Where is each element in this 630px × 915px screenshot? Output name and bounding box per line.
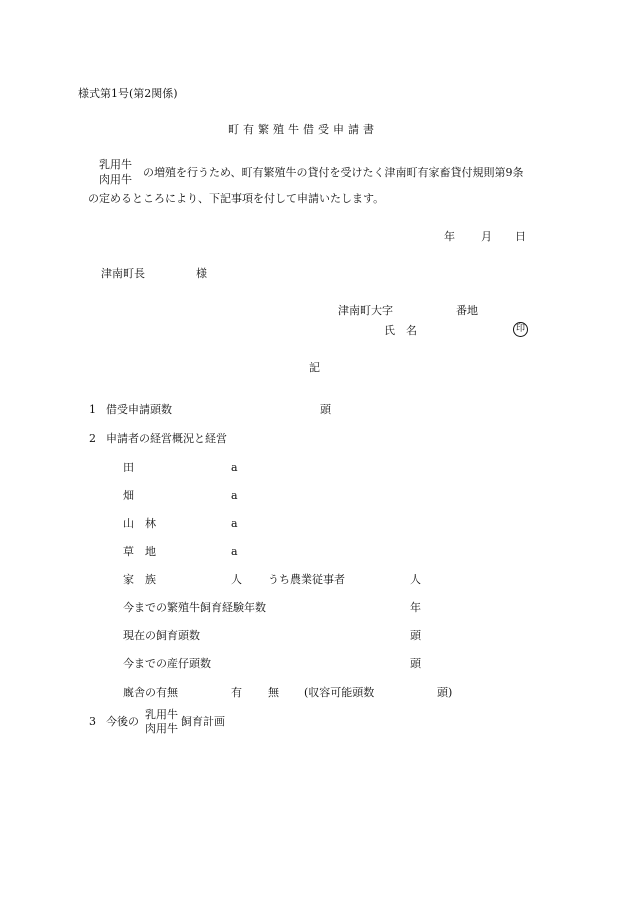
item-3-suffix: 飼育計画: [181, 715, 225, 728]
ki-heading: 記: [309, 361, 320, 374]
applicant-name-label: 氏 名: [384, 324, 417, 337]
current-head-unit: 頭: [410, 629, 421, 642]
current-head-label: 現在の飼育頭数: [123, 629, 200, 642]
family-label: 家 族: [123, 573, 156, 586]
cattle-option-dairy: 乳用牛: [99, 158, 132, 171]
applicant-lot-label: 番地: [456, 304, 478, 317]
item-3-option-dairy: 乳用牛: [145, 708, 178, 721]
date-day: 日: [515, 230, 526, 243]
item-1-unit: 頭: [320, 403, 331, 416]
land-forest-label: 山 林: [123, 517, 156, 530]
land-grassland-label: 草 地: [123, 545, 156, 558]
barn-label: 廐舎の有無: [123, 686, 178, 699]
farm-workers-unit: 人: [410, 573, 421, 586]
births-label: 今までの産仔頭数: [123, 657, 211, 670]
item-3-option-beef: 肉用牛: [145, 722, 178, 735]
barn-no: 無: [268, 686, 279, 699]
item-1-label: 借受申請頭数: [106, 403, 172, 416]
addressee-name: 津南町長: [101, 267, 145, 280]
barn-yes: 有: [231, 686, 242, 699]
form-number: 様式第1号(第2関係): [78, 87, 178, 100]
farm-workers-label: うち農業従事者: [268, 573, 345, 586]
births-unit: 頭: [410, 657, 421, 670]
family-unit: 人: [231, 573, 242, 586]
item-3-number: 3: [89, 715, 96, 728]
land-field-label: 畑: [123, 489, 134, 502]
land-grassland-unit: a: [231, 545, 238, 558]
intro-line-2: の定めるところにより、下記事項を付して申請いたします。: [88, 192, 385, 205]
land-field-unit: a: [231, 489, 238, 502]
intro-line-1: の増殖を行うため、町有繁殖牛の貸付を受けたく津南町有家畜貸付規則第9条: [143, 166, 524, 179]
applicant-address-label: 津南町大字: [338, 304, 393, 317]
barn-capacity-open: (収容可能頭数: [304, 686, 375, 699]
land-paddy-label: 田: [123, 461, 134, 474]
date-year: 年: [444, 230, 455, 243]
barn-capacity-close: 頭): [437, 686, 453, 699]
item-2-number: 2: [89, 432, 96, 445]
date-month: 月: [481, 230, 492, 243]
land-paddy-unit: a: [231, 461, 238, 474]
cattle-option-beef: 肉用牛: [99, 173, 132, 186]
item-2-label: 申請者の経営概況と経営: [106, 432, 227, 445]
experience-label: 今までの繁殖牛飼育経験年数: [123, 601, 266, 614]
land-forest-unit: a: [231, 517, 238, 530]
item-1-number: 1: [89, 403, 96, 416]
item-3-prefix: 今後の: [106, 715, 139, 728]
seal-mark: 印: [513, 322, 528, 337]
experience-unit: 年: [410, 601, 421, 614]
document-title: 町有繁殖牛借受申請書: [228, 123, 378, 136]
addressee-honorific: 様: [196, 267, 207, 280]
